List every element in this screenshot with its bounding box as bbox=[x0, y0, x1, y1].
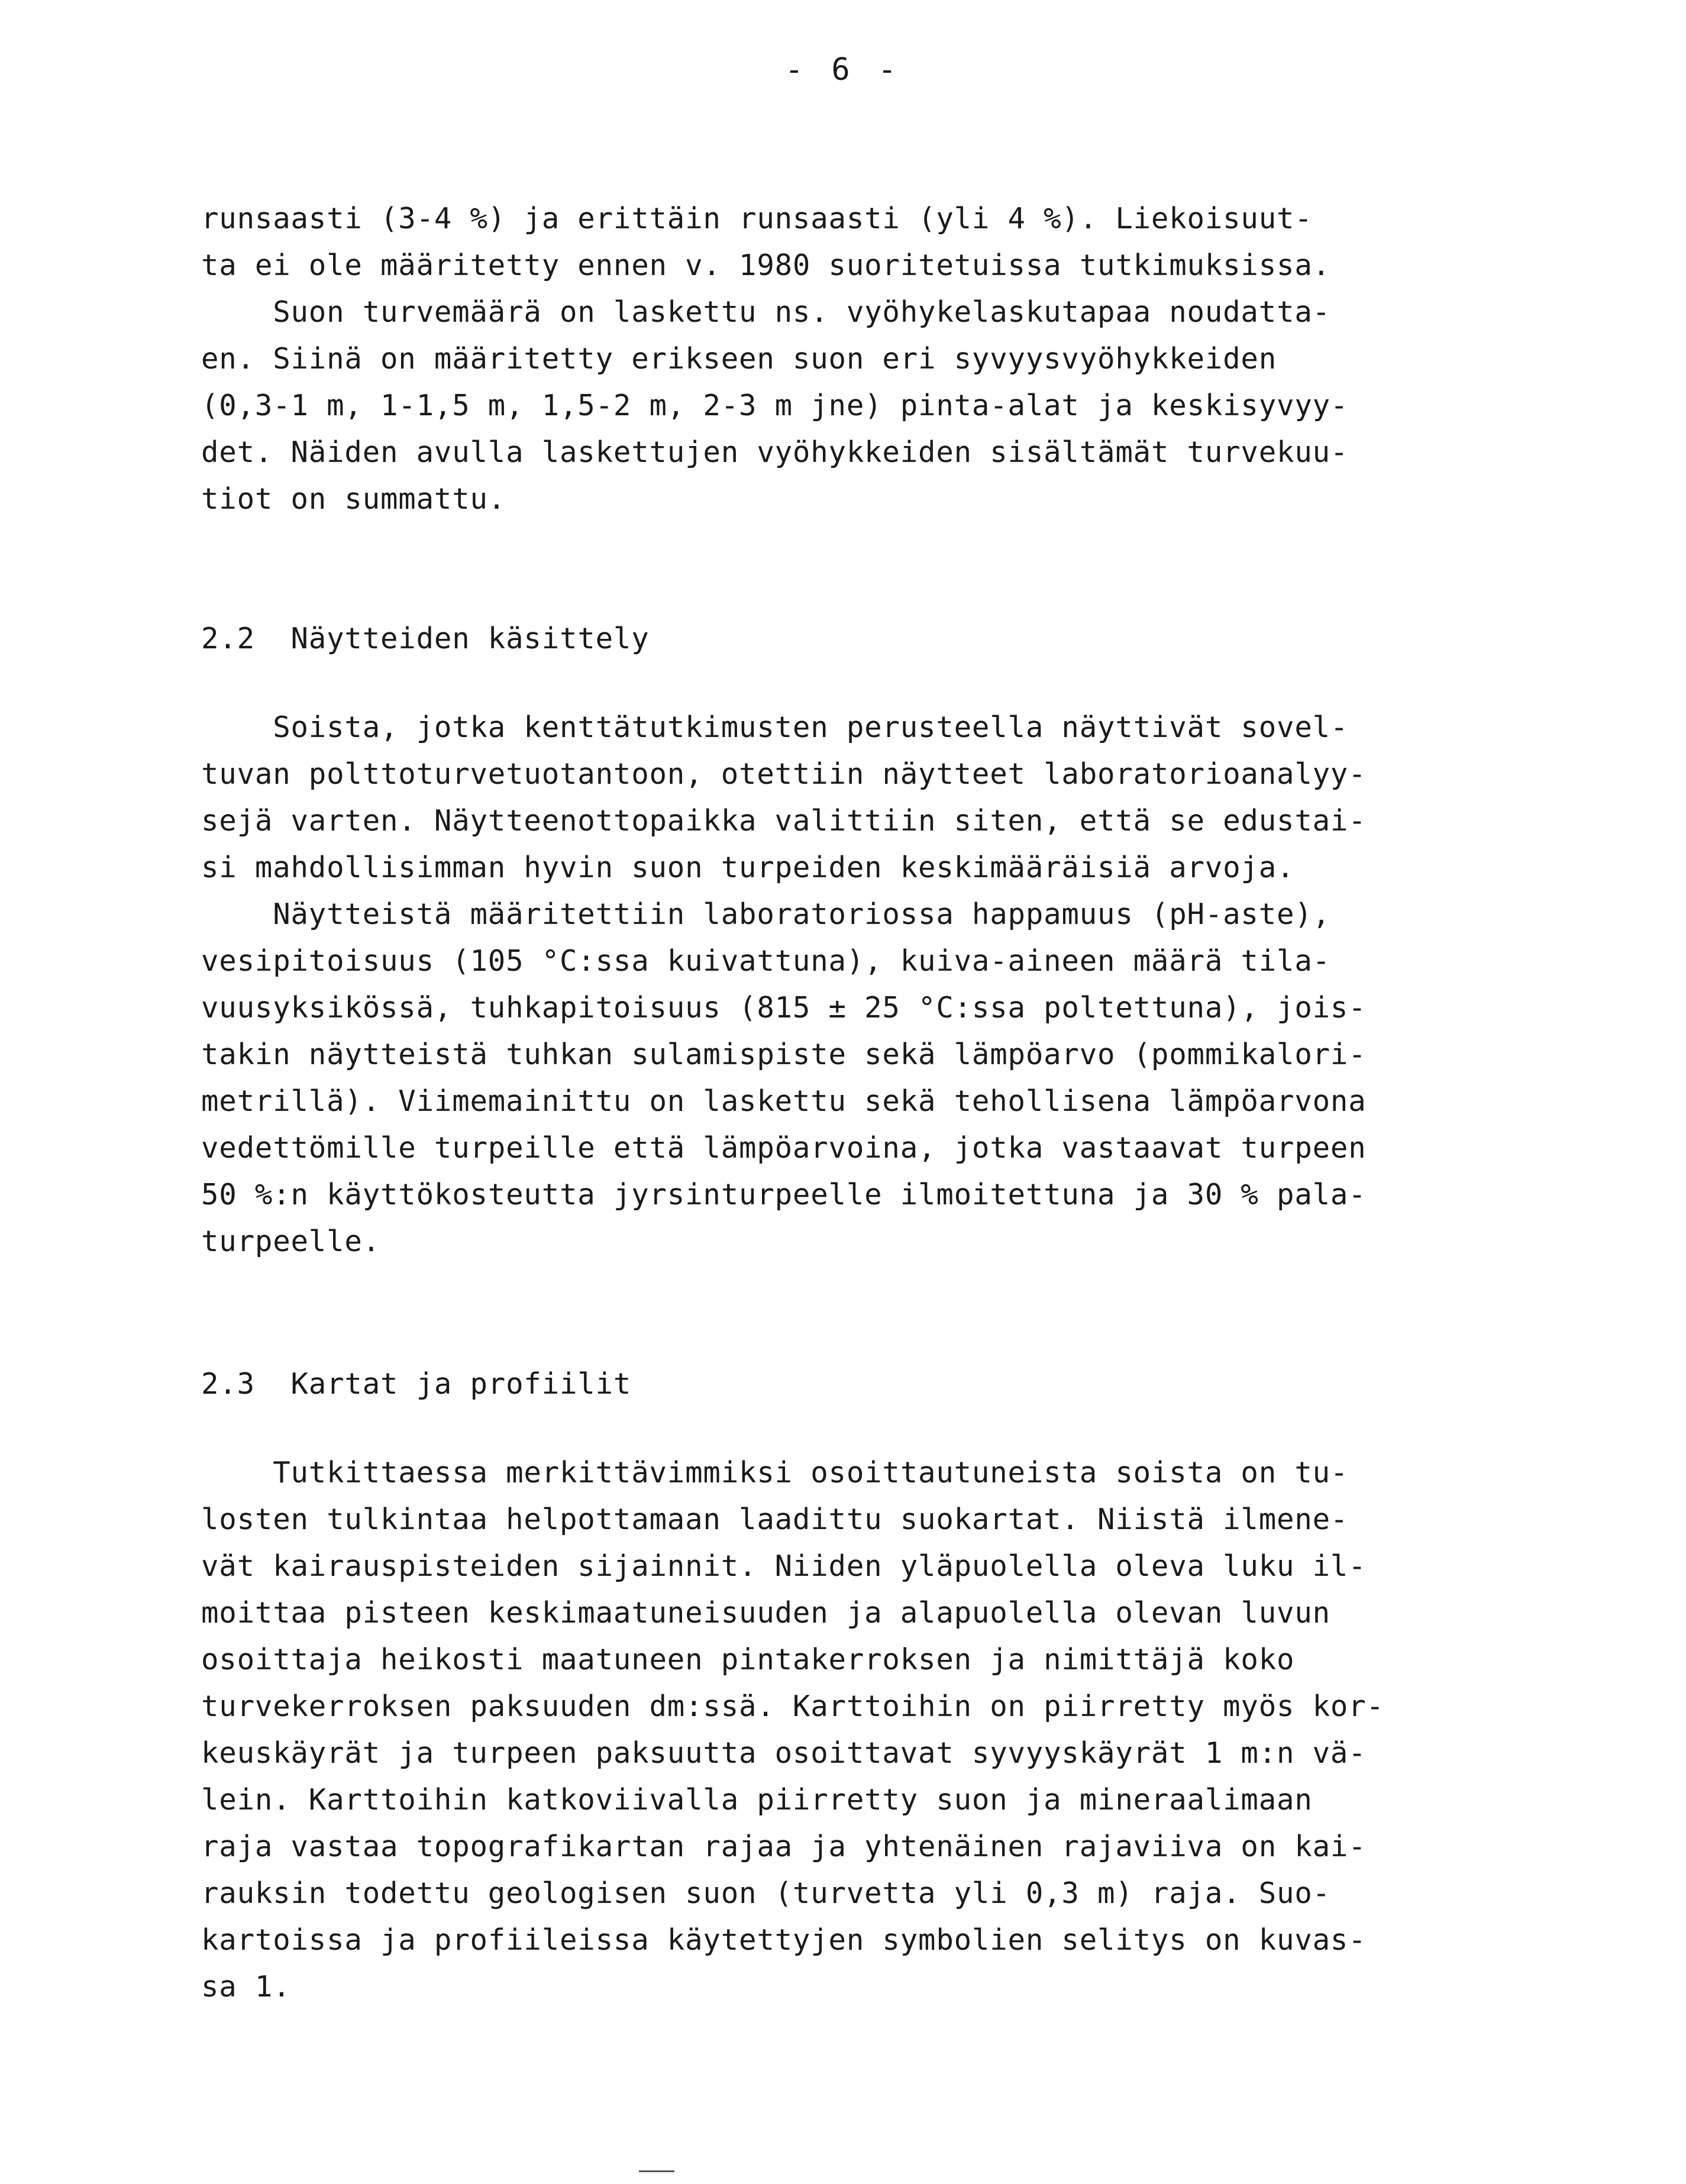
text-line: Soista, jotka kenttätutkimusten perusteella näyttivät sovel- bbox=[201, 710, 1349, 744]
text-line: Näytteistä määritettiin laboratoriossa happamuus (pH-aste), bbox=[201, 897, 1330, 931]
text-line: vesipitoisuus (105 °C:ssa kuivattuna), kuiva-aineen määrä tila- bbox=[201, 944, 1330, 978]
text-line: si mahdollisimman hyvin suon turpeiden keskimääräisiä arvoja. bbox=[201, 851, 1295, 884]
text-line: osoittaja heikosti maatuneen pintakerroksen ja nimittäjä koko bbox=[201, 1643, 1295, 1676]
text-line: tiot on summattu. bbox=[201, 482, 506, 516]
text-line: runsaasti (3-4 %) ja erittäin runsaasti (yli 4 %). Liekoisuut- bbox=[201, 202, 1313, 235]
text-line: Suon turvemäärä on laskettu ns. vyöhykelaskutapaa noudatta- bbox=[201, 295, 1330, 329]
text-line: lein. Karttoihin katkoviivalla piirretty suon ja mineraalimaan bbox=[201, 1783, 1313, 1817]
text-line: moittaa pisteen keskimaatuneisuuden ja alapuolella olevan luvun bbox=[201, 1596, 1330, 1630]
text-line: losten tulkintaa helpottamaan laadittu suokartat. Niistä ilmene- bbox=[201, 1503, 1349, 1536]
text-line: vuusyksikössä, tuhkapitoisuus (815 ± 25 °C:ssa poltettuna), jois- bbox=[201, 991, 1367, 1025]
text-line: tuvan polttoturvetuotantoon, otettiin näytteet laboratorioanalyy- bbox=[201, 757, 1367, 791]
page-number: - 6 - bbox=[784, 52, 902, 88]
text-line: turvekerroksen paksuuden dm:ssä. Karttoihin on piirretty myös kor- bbox=[201, 1689, 1384, 1723]
section-heading-2-3: 2.3 Kartat ja profiilit bbox=[201, 1367, 632, 1401]
text-line: Tutkittaessa merkittävimmiksi osoittautuneista soista on tu- bbox=[201, 1456, 1349, 1490]
scan-edge-mark bbox=[639, 2170, 674, 2172]
text-line: sejä varten. Näytteenottopaikka valittiin siten, että se edustai- bbox=[201, 804, 1367, 838]
text-line: metrillä). Viimemainittu on laskettu sekä tehollisena lämpöarvona bbox=[201, 1084, 1367, 1118]
section-2-2-body bbox=[201, 704, 1520, 1265]
text-line: 50 %:n käyttökosteutta jyrsinturpeelle ilmoitettuna ja 30 % pala- bbox=[201, 1178, 1367, 1211]
text-line: sa 1. bbox=[201, 1970, 291, 2004]
text-line: kartoissa ja profiileissa käytettyjen symbolien selitys on kuvas- bbox=[201, 1923, 1367, 1957]
text-line: rauksin todettu geologisen suon (turvetta yli 0,3 m) raja. Suo- bbox=[201, 1876, 1330, 1910]
section-2-3-body bbox=[201, 1449, 1520, 2010]
intro-paragraphs bbox=[201, 195, 1520, 522]
text-line: (0,3-1 m, 1-1,5 m, 1,5-2 m, 2-3 m jne) pinta-alat ja keskisyvyy- bbox=[201, 389, 1349, 422]
text-line: det. Näiden avulla laskettujen vyöhykkeiden sisältämät turvekuu- bbox=[201, 435, 1349, 469]
text-line: vät kairauspisteiden sijainnit. Niiden yläpuolella oleva luku il- bbox=[201, 1549, 1367, 1583]
text-line: keuskäyrät ja turpeen paksuutta osoittavat syvyyskäyrät 1 m:n vä- bbox=[201, 1736, 1367, 1770]
section-heading-2-2: 2.2 Näytteiden käsittely bbox=[201, 622, 650, 655]
text-line: turpeelle. bbox=[201, 1225, 381, 1258]
text-line: raja vastaa topografikartan rajaa ja yhtenäinen rajaviiva on kai- bbox=[201, 1830, 1367, 1863]
text-line: en. Siinä on määritetty erikseen suon eri syvyysvyöhykkeiden bbox=[201, 342, 1277, 376]
text-line: takin näytteistä tuhkan sulamispiste sekä lämpöarvo (pommikalori- bbox=[201, 1038, 1367, 1071]
text-line: ta ei ole määritetty ennen v. 1980 suoritetuissa tutkimuksissa. bbox=[201, 248, 1330, 282]
text-line: vedettömille turpeille että lämpöarvoina, jotka vastaavat turpeen bbox=[201, 1131, 1367, 1165]
